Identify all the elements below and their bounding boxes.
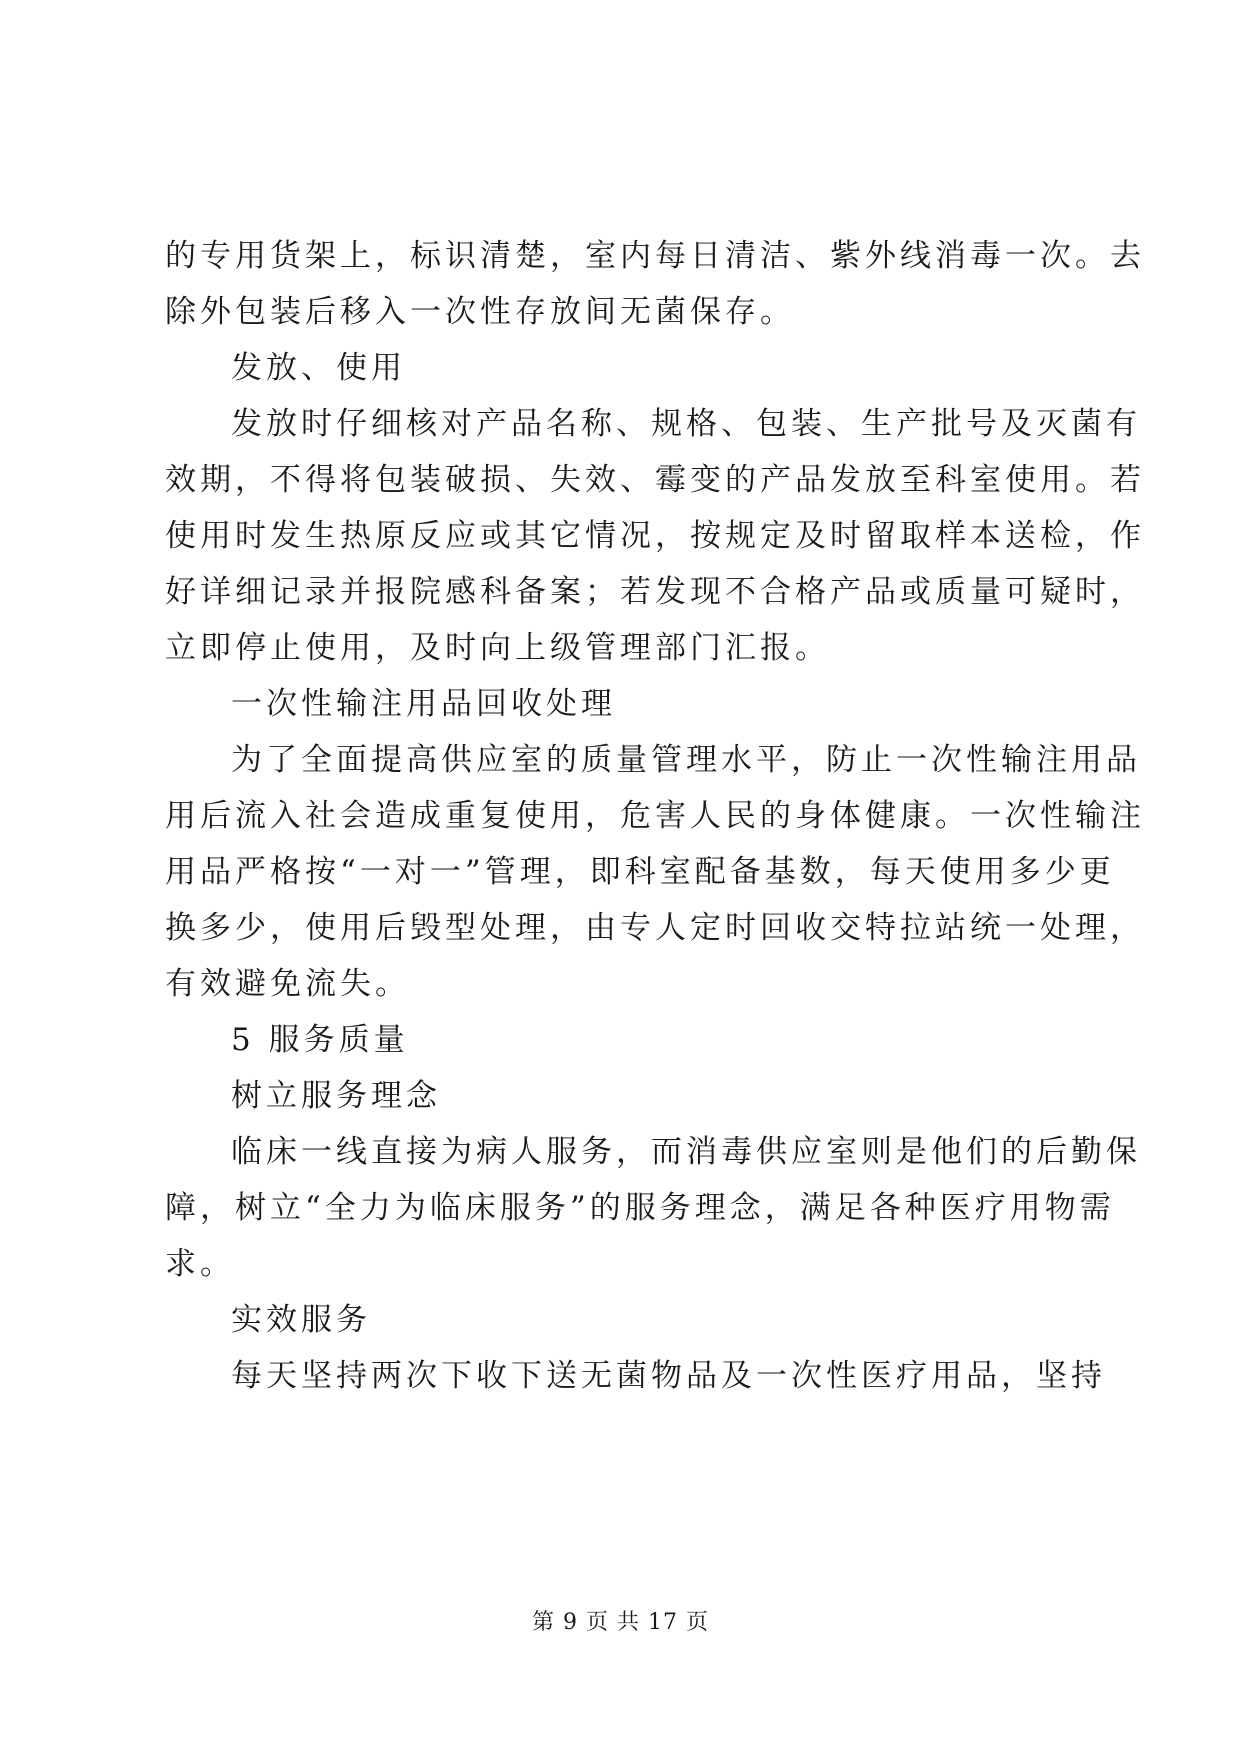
page-number-label: 第 9 页 共 17 页 (532, 1610, 709, 1635)
section-heading-effective-service (165, 1292, 1085, 1348)
section-heading-service-quality (165, 1012, 1085, 1068)
paragraph-continuation (165, 228, 1145, 340)
text-line: 每天坚持两次下收下送无菌物品及一次性医疗用品，坚持 (231, 1358, 1106, 1394)
text-line: 用后流入社会造成重复使用，危害人民的身体健康。一次性输注 (165, 798, 1145, 834)
text-line: 使用时发生热原反应或其它情况，按规定及时留取样本送检，作 (165, 518, 1145, 554)
heading-text: 一次性输注用品回收处理 (231, 686, 616, 722)
document-body (165, 228, 1145, 1404)
text-line: 发放时仔细核对产品名称、规格、包装、生产批号及灭菌有 (231, 406, 1141, 442)
section-heading-distribution (165, 340, 1085, 396)
text-line: 的专用货架上，标识清楚，室内每日清洁、紫外线消毒一次。去 (165, 238, 1145, 274)
text-line: 为了全面提高供应室的质量管理水平，防止一次性输注用品 (231, 742, 1141, 778)
heading-text: 实效服务 (231, 1302, 371, 1338)
text-line: 有效避免流失。 (165, 966, 410, 1002)
heading-text: 发放、使用 (231, 350, 406, 386)
section-heading-recycling (165, 676, 1085, 732)
text-line: 效期，不得将包装破损、失效、霉变的产品发放至科室使用。若 (165, 462, 1145, 498)
section-heading-service-concept (165, 1068, 1085, 1124)
text-line: 立即停止使用，及时向上级管理部门汇报。 (165, 630, 830, 666)
paragraph-distribution (165, 396, 1145, 676)
heading-text: 树立服务理念 (231, 1078, 441, 1114)
text-line: 换多少，使用后毁型处理，由专人定时回收交特拉站统一处理， (165, 910, 1145, 946)
page-footer (0, 1605, 1241, 1636)
text-line: 障，树立“全力为临床服务”的服务理念，满足各种医疗用物需 (165, 1190, 1115, 1226)
paragraph-effective-service (165, 1348, 1106, 1404)
text-line: 用品严格按“一对一”管理，即科室配备基数，每天使用多少更 (165, 854, 1115, 890)
text-line: 临床一线直接为病人服务，而消毒供应室则是他们的后勤保 (231, 1134, 1141, 1170)
text-line: 除外包装后移入一次性存放间无菌保存。 (165, 294, 795, 330)
paragraph-recycling (165, 732, 1145, 1012)
paragraph-service-concept (165, 1124, 1141, 1292)
text-line: 求。 (165, 1246, 235, 1282)
heading-text: 5 服务质量 (231, 1022, 409, 1058)
text-line: 好详细记录并报院感科备案；若发现不合格产品或质量可疑时， (165, 574, 1145, 610)
